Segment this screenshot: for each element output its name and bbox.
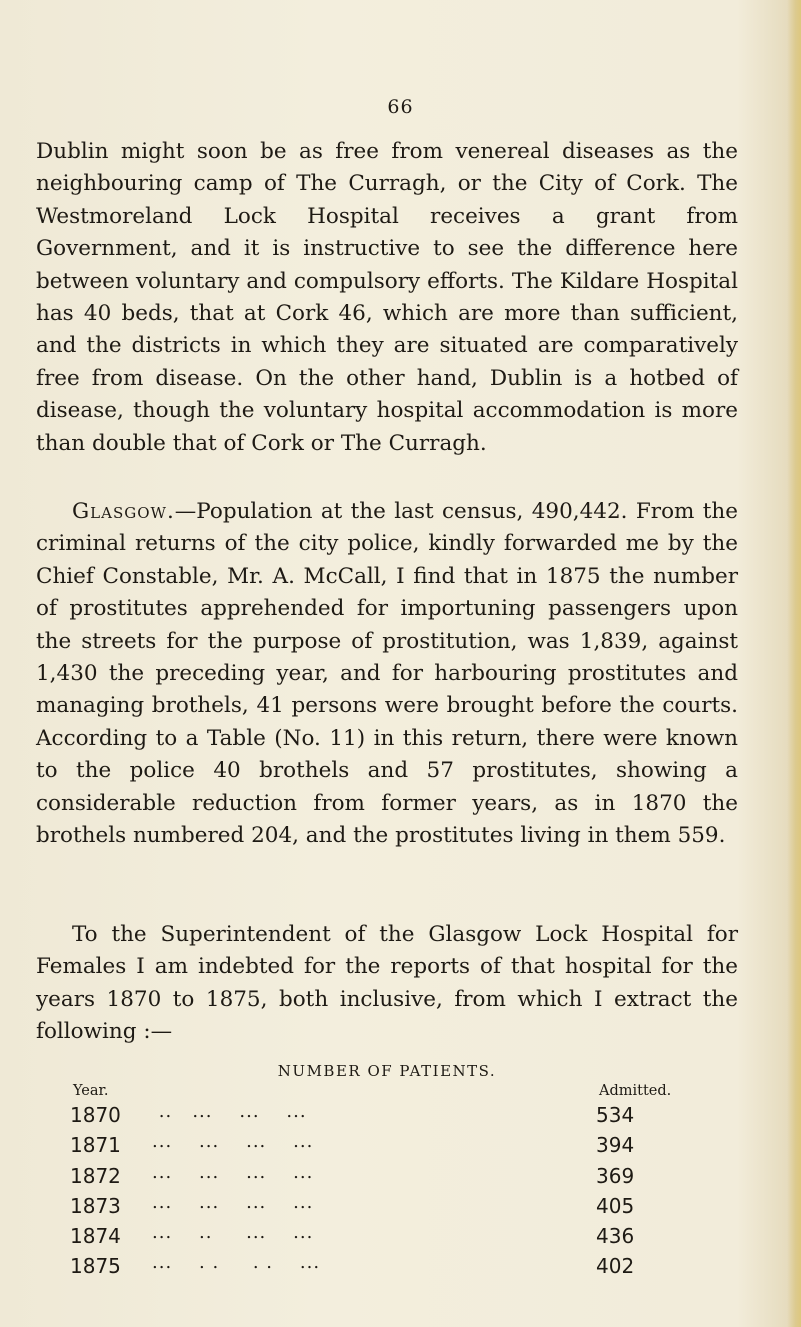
paragraph-text [36, 496, 738, 852]
admitted-cell: 402 [596, 1254, 635, 1279]
admitted-cell: 436 [596, 1224, 635, 1249]
table-row [70, 1222, 635, 1254]
table-row [70, 1161, 635, 1194]
year-cell: 1875 [70, 1254, 121, 1279]
paragraph-body: —Population at the last census, 490,442. From the criminal returns of the city police, kindly forwarded me by the Chief Constable, Mr. A. McCall, I find that in 1875 the number of prostitutes apprehended for importuning passengers upon the streets for the purpose of prostitution, was 1,839, against 1,430 the preceding year, and for harbouring prostitutes and managing brothels, 41 persons were brought before the courts. According to a Table (No. 11) in this return, there were known to the police 40 brothels and 57 prostitutes, showing a considerable reduction from former years, as in 1870 the brothels numbered 204, and the prostitutes living in them 559. [36, 499, 738, 849]
dot-leaders: ... ... ... ... [152, 1131, 314, 1153]
admitted-cell: 405 [596, 1193, 635, 1218]
page-edge-shadow [787, 0, 801, 1327]
page-number: 66 [387, 96, 414, 118]
year-cell: 1872 [70, 1163, 121, 1188]
column-header-admitted: Admitted. [599, 1083, 672, 1099]
admitted-cell: 534 [596, 1103, 635, 1127]
year-cell: 1871 [70, 1133, 121, 1158]
table-row [70, 1131, 635, 1163]
year-cell: 1874 [70, 1224, 121, 1249]
column-header-year: Year. [73, 1083, 109, 1099]
paragraph-text: To the Superintendent of the Glasgow Lock Hospital for Females I am indebted for the reports of that hospital for the years 1870 to 1875, both inclusive, from which I extract the following :— [36, 922, 738, 1045]
dot-leaders: ... ... ... ... [152, 1161, 314, 1183]
table-row [70, 1191, 635, 1224]
dot-leaders: .. ... ... ... [152, 1101, 307, 1122]
table-row [70, 1252, 635, 1284]
paragraph-glasgow [36, 496, 738, 852]
dot-leaders: ... ... ... ... [152, 1191, 314, 1213]
paragraph-dublin [36, 136, 738, 460]
year-cell: 1873 [70, 1193, 121, 1218]
dot-leaders: ... . . . . ... [152, 1252, 321, 1274]
table-row [70, 1101, 635, 1133]
paragraph-text: Dublin might soon be as free from venereal diseases as the neighbouring camp of The Curragh, or the City of Cork. The Westmoreland Lock Hospital receives a grant from Government, and it is instructive to see the difference here between voluntary and compulsory efforts. The Kildare Hospital has 40 beds, that at Cork 46, which are more than sufficient, and the districts in which they are situated are comparatively free from disease. On the other hand, Dublin is a hotbed of disease, though the voluntary hospital accommodation is more than double that of Cork or The Curragh. [36, 139, 738, 456]
patients-table [70, 1101, 635, 1285]
table-title: NUMBER OF PATIENTS. [277, 1062, 497, 1080]
admitted-cell: 394 [596, 1133, 635, 1158]
dot-leaders: ... .. ... ... [152, 1222, 314, 1244]
year-cell: 1870 [70, 1103, 121, 1127]
admitted-cell: 369 [596, 1163, 635, 1188]
section-heading: Glasgow. [72, 499, 175, 524]
paragraph-superintendent [36, 919, 738, 1049]
